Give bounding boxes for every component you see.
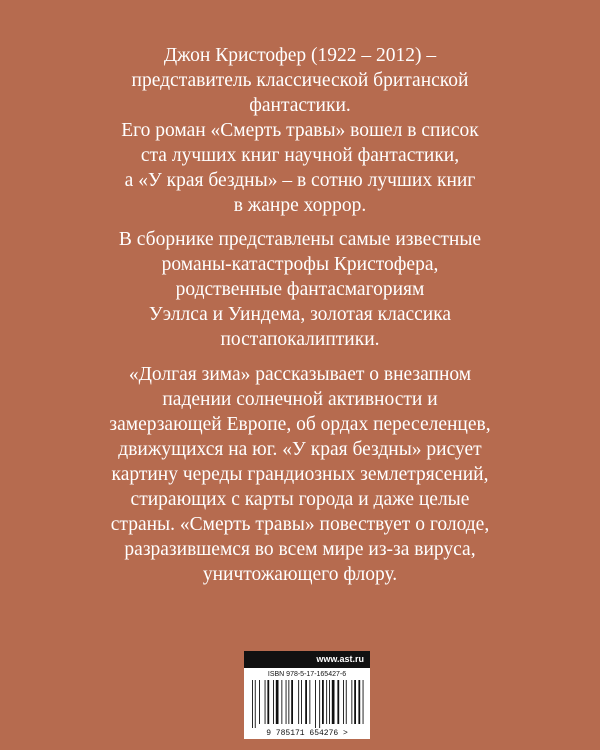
text-line: Джон Кристофер (1922 – 2012) – (163, 45, 437, 66)
barcode-bar (267, 680, 269, 724)
barcode-bar (291, 680, 293, 724)
isbn-barcode-block (244, 651, 370, 739)
barcode-bar (358, 680, 360, 724)
text-line: В сборнике представлены самые известные (118, 229, 482, 250)
barcode-bar (288, 680, 289, 724)
publisher-website: www.ast.ru (244, 651, 370, 668)
barcode-bar (276, 680, 279, 724)
barcode-bar (301, 680, 302, 724)
novels-summary-paragraph (60, 362, 540, 587)
barcode-bar (351, 680, 352, 724)
text-line: в жанре хоррор. (233, 195, 367, 216)
text-line: представитель классической британской (131, 70, 469, 91)
barcode-bar (319, 680, 320, 728)
barcode-bar (305, 680, 307, 724)
text-line: родственные фантасмагориям (175, 279, 425, 300)
text-line: а «У края бездны» – в сотню лучших книг (124, 170, 476, 191)
collection-description-paragraph (60, 227, 540, 352)
barcode-bar (322, 680, 324, 724)
text-line: уничтожающего флору. (202, 564, 398, 585)
text-line: падении солнечной активности и (162, 389, 438, 410)
text-line: разразившемся во всем мире из-за вируса, (124, 539, 476, 560)
text-line: «Долгая зима» рассказывает о внезапном (128, 364, 472, 385)
barcode-bar (315, 680, 316, 728)
barcode-bar (354, 680, 356, 724)
text-line: ста лучших книг научной фантастики, (140, 145, 460, 166)
text-line: замерзающей Европе, об ордах переселенцев, (109, 414, 491, 435)
text-line: стирающих с карты города и даже целые (130, 489, 470, 510)
text-line: фантастики. (249, 95, 351, 116)
barcode-bar (363, 680, 364, 724)
barcode-bar (337, 680, 339, 724)
barcode-bar (332, 680, 335, 724)
isbn-number: ISBN 978-5-17-165427-6 (267, 671, 347, 678)
barcode-graphic (248, 680, 366, 737)
text-line: картину череды грандиозных землетрясений, (111, 464, 489, 485)
author-intro-paragraph (60, 43, 540, 218)
barcode-bar (265, 680, 266, 724)
barcode-bar (309, 680, 310, 724)
barcode-bar (286, 680, 287, 724)
barcode-bar (281, 680, 282, 724)
text-line: Уэллса и Уиндема, золотая классика (148, 304, 452, 325)
text-line: Его роман «Смерть травы» вошел в список (121, 120, 479, 141)
barcode-digits: 9 785171 654276 > (266, 729, 348, 737)
barcode-bar (329, 680, 330, 724)
barcode-bar (252, 680, 253, 728)
barcode-bar (259, 680, 260, 724)
barcode-bar (343, 680, 344, 724)
barcode-bar (255, 680, 256, 728)
text-line: движущихся на юг. «У края бездны» рисует (118, 439, 482, 460)
text-line: страны. «Смерть травы» повествует о голоде, (110, 514, 490, 535)
text-line: романы-катастрофы Кристофера, (161, 254, 439, 275)
barcode-bar (298, 680, 299, 724)
text-line: постапокалиптики. (220, 329, 380, 350)
barcode-bar (346, 680, 347, 724)
barcode-bar (273, 680, 274, 724)
barcode-bar (326, 680, 327, 724)
